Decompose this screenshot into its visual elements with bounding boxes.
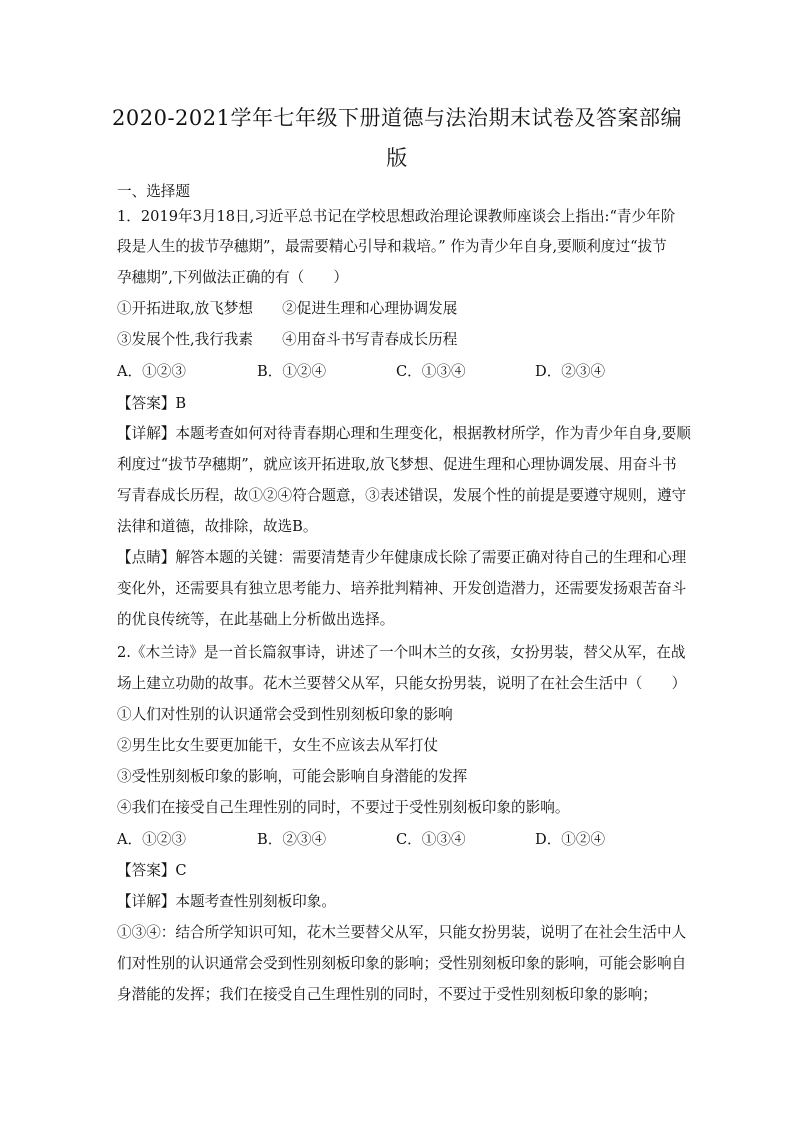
q1-stem-line: 1．2019年3月18日,习近平总书记在学校思想政治理论课教师座谈会上指出:“青少年阶 bbox=[117, 208, 676, 225]
q2-stem-line: 2.《木兰诗》是一首长篇叙事诗，讲述了一个叫木兰的女孩，女扮男装，替父从军，在战 bbox=[117, 644, 686, 661]
q1-option-b: B．①②④ bbox=[257, 363, 327, 380]
q1-explain-line: 写青春成长历程，故①②④符合题意，③表述错误，发展个性的前提是要遵守规则，遵守 bbox=[117, 487, 687, 504]
q1-stem-line: 段是人生的拔节孕穗期”，最需要精心引导和栽培。” 作为青少年自身,要顺利度过“拔节 bbox=[117, 238, 667, 255]
q2-statement: ③受性别刻板印象的影响，可能会影响自身潜能的发挥 bbox=[117, 768, 468, 785]
document-title-line-2: 版 bbox=[386, 146, 408, 170]
document-title-line-1: 2020-2021学年七年级下册道德与法治期末试卷及答案部编 bbox=[112, 106, 682, 130]
q1-option-a: A．①②③ bbox=[117, 363, 186, 380]
q1-comment-line: 的优良传统等，在此基础上分析做出选择。 bbox=[117, 611, 395, 628]
q2-explain-line: ①③④：结合所学知识可知，花木兰要替父从军，只能女扮男装，说明了在社会生活中人 bbox=[117, 924, 687, 941]
q2-statement: ①人们对性别的认识通常会受到性别刻板印象的影响 bbox=[117, 706, 453, 723]
q2-option-a: A．①②③ bbox=[117, 831, 186, 848]
q2-statement: ②男生比女生要更加能干，女生不应该去从军打仗 bbox=[117, 737, 439, 754]
q2-explain-line: 们对性别的认识通常会受到性别刻板印象的影响；受性别刻板印象的影响，可能会影响自 bbox=[117, 955, 687, 972]
q1-explain-line: 法律和道德，故排除，故选B。 bbox=[117, 518, 318, 535]
q2-answer: 【答案】C bbox=[117, 862, 187, 879]
q2-statement: ④我们在接受自己生理性别的同时，不要过于受性别刻板印象的影响。 bbox=[117, 799, 570, 816]
q1-statement: ③发展个性,我行我素 ④用奋斗书写青春成长历程 bbox=[117, 331, 458, 348]
q2-option-b: B．②③④ bbox=[257, 831, 327, 848]
q1-option-d: D．②③④ bbox=[535, 363, 606, 380]
q1-comment-line: 变化外，还需要具有独立思考能力、培养批判精神、开发创造潜力，还需要发扬艰苦奋斗 bbox=[117, 580, 687, 597]
q2-option-d: D．①②④ bbox=[535, 831, 606, 848]
q2-stem-line: 场上建立功勋的故事。花木兰要替父从军，只能女扮男装，说明了在社会生活中（ ） bbox=[117, 675, 687, 692]
q1-stem-line: 孕穗期”,下列做法正确的有（ ） bbox=[117, 269, 349, 286]
q1-explain-line: 【详解】本题考查如何对待青春期心理和生理变化，根据教材所学，作为青少年自身,要顺 bbox=[117, 425, 691, 442]
q2-explain-line: 【详解】本题考查性别刻板印象。 bbox=[117, 893, 336, 910]
q1-statement: ①开拓进取,放飞梦想 ②促进生理和心理协调发展 bbox=[117, 300, 458, 317]
q2-explain-line: 身潜能的发挥；我们在接受自己生理性别的同时，不要过于受性别刻板印象的影响； bbox=[117, 986, 657, 1003]
q2-option-c: C．①③④ bbox=[396, 831, 466, 848]
q1-comment-line: 【点睛】解答本题的关键：需要清楚青少年健康成长除了需要正确对待自己的生理和心理 bbox=[117, 549, 687, 566]
q1-option-c: C．①③④ bbox=[396, 363, 466, 380]
section-heading: 一、选择题 bbox=[117, 183, 190, 200]
q1-answer: 【答案】B bbox=[117, 395, 187, 412]
q1-explain-line: 利度过“拔节孕穗期”，就应该开拓进取,放飞梦想、促进生理和心理协调发展、用奋斗书 bbox=[117, 456, 677, 473]
